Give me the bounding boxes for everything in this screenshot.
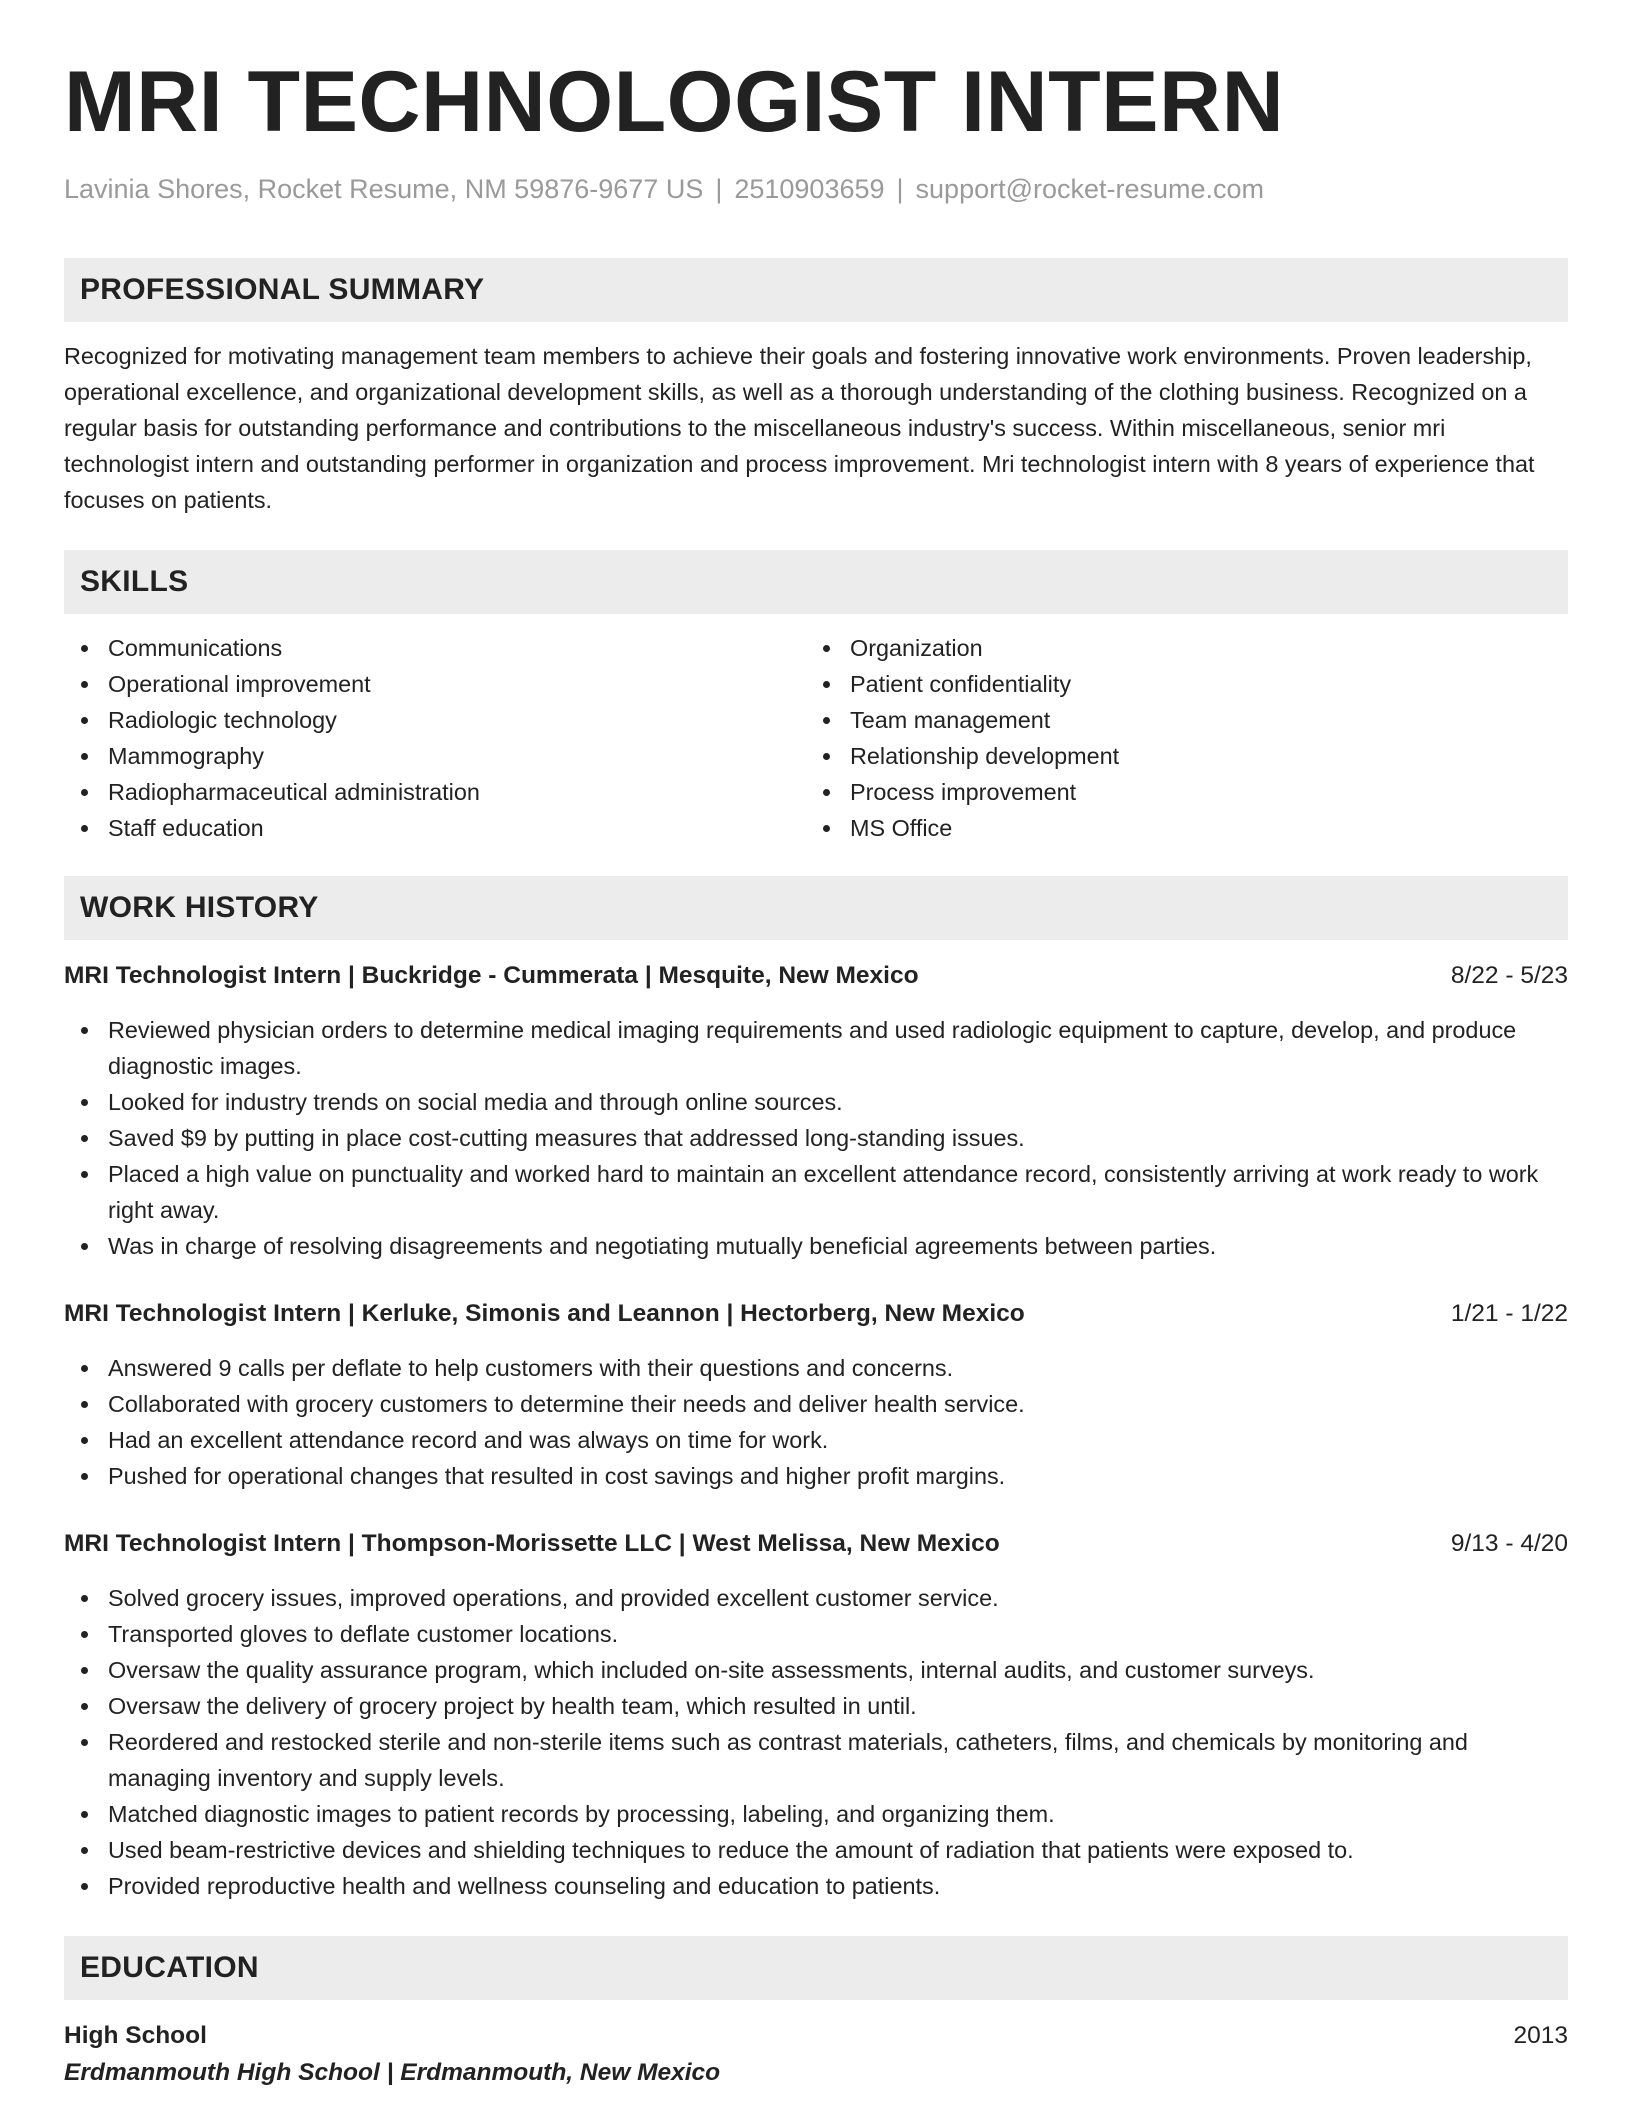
- work-history-heading: WORK HISTORY: [64, 876, 1568, 940]
- contact-line: [64, 172, 1568, 206]
- job-entry: [64, 1526, 1568, 1904]
- education-heading: EDUCATION: [64, 1936, 1568, 2000]
- job-title: MRI Technologist Intern | Thompson-Morissette LLC | West Melissa, New Mexico: [64, 1530, 1000, 1557]
- skill-item: Process improvement: [806, 774, 1548, 810]
- job-bullets: [64, 1350, 1568, 1494]
- skill-item: MS Office: [806, 810, 1548, 846]
- skills-heading: SKILLS: [64, 550, 1568, 614]
- job-bullet: Solved grocery issues, improved operations, and provided excellent customer service.: [64, 1580, 1568, 1616]
- summary-heading: PROFESSIONAL SUMMARY: [64, 258, 1568, 322]
- contact-separator: |: [715, 174, 723, 204]
- job-bullets: [64, 1580, 1568, 1904]
- education-school: Erdmanmouth High School | Erdmanmouth, New Mexico: [64, 2059, 721, 2086]
- skill-item: Staff education: [64, 810, 806, 846]
- education-header: [64, 2018, 1568, 2054]
- job-bullet: Reviewed physician orders to determine medical imaging requirements and used radiologic equipment to capture, develop, and produce diagnostic images.: [64, 1012, 1568, 1084]
- job-bullet: Saved $9 by putting in place cost-cutting measures that addressed long-standing issues.: [64, 1120, 1568, 1156]
- job-bullet: Transported gloves to deflate customer locations.: [64, 1616, 1568, 1652]
- skill-item: Communications: [64, 630, 806, 666]
- job-bullet: Provided reproductive health and wellness counseling and education to patients.: [64, 1868, 1568, 1904]
- skills-list-right: [806, 630, 1548, 846]
- job-bullet: Placed a high value on punctuality and worked hard to maintain an excellent attendance record, consistently arriving at work ready to work right away.: [64, 1156, 1568, 1228]
- job-header: [64, 1526, 1568, 1562]
- skill-item: Team management: [806, 702, 1548, 738]
- job-bullet: Oversaw the delivery of grocery project by health team, which resulted in until.: [64, 1688, 1568, 1724]
- job-bullet: Looked for industry trends on social media and through online sources.: [64, 1084, 1568, 1120]
- contact-email: support@rocket-resume.com: [915, 174, 1265, 204]
- skills-list-left: [64, 630, 806, 846]
- skill-item: Mammography: [64, 738, 806, 774]
- job-bullets: [64, 1012, 1568, 1264]
- job-title: MRI Technologist Intern | Kerluke, Simonis and Leannon | Hectorberg, New Mexico: [64, 1300, 1025, 1327]
- education-degree: High School: [64, 2022, 207, 2049]
- job-header: [64, 958, 1568, 994]
- job-bullet: Had an excellent attendance record and was always on time for work.: [64, 1422, 1568, 1458]
- job-bullet: Reordered and restocked sterile and non-sterile items such as contrast materials, catheters, films, and chemicals by monitoring and managing inventory and supply levels.: [64, 1724, 1568, 1796]
- job-bullet: Matched diagnostic images to patient records by processing, labeling, and organizing them.: [64, 1796, 1568, 1832]
- job-entry: [64, 1296, 1568, 1494]
- job-bullet: Pushed for operational changes that resulted in cost savings and higher profit margins.: [64, 1458, 1568, 1494]
- resume-title: MRI TECHNOLOGIST INTERN: [64, 54, 1285, 150]
- skill-item: Organization: [806, 630, 1548, 666]
- job-bullet: Oversaw the quality assurance program, which included on-site assessments, internal audits, and customer surveys.: [64, 1652, 1568, 1688]
- contact-separator: |: [896, 174, 904, 204]
- job-entry: [64, 958, 1568, 1264]
- summary-text: Recognized for motivating management team members to achieve their goals and fostering innovative work environments. Proven leadership, operational excellence, and organizational development skills, as well as a thorough understanding of the clothing business. Recognized on a regular basis for outstanding performance and contributions to the miscellaneous industry's success. Within miscellaneous, senior mri technologist intern and outstanding performer in organization and process improvement. Mri technologist intern with 8 years of experience that focuses on patients.: [64, 343, 1535, 513]
- education-year: 2013: [1513, 2022, 1568, 2049]
- skill-item: Radiopharmaceutical administration: [64, 774, 806, 810]
- skills-columns: [64, 630, 1568, 846]
- job-dates: 9/13 - 4/20: [1450, 1530, 1568, 1557]
- contact-phone: 2510903659: [734, 174, 885, 204]
- job-bullet: Was in charge of resolving disagreements and negotiating mutually beneficial agreements between parties.: [64, 1228, 1568, 1264]
- job-bullet: Answered 9 calls per deflate to help customers with their questions and concerns.: [64, 1350, 1568, 1386]
- job-dates: 8/22 - 5/23: [1450, 962, 1568, 989]
- education-entry: [64, 2018, 1568, 2092]
- skill-item: Radiologic technology: [64, 702, 806, 738]
- skill-item: Operational improvement: [64, 666, 806, 702]
- job-dates: 1/21 - 1/22: [1450, 1300, 1568, 1327]
- job-title: MRI Technologist Intern | Buckridge - Cummerata | Mesquite, New Mexico: [64, 962, 919, 989]
- job-header: [64, 1296, 1568, 1332]
- job-bullet: Used beam-restrictive devices and shielding techniques to reduce the amount of radiation that patients were exposed to.: [64, 1832, 1568, 1868]
- contact-address: Lavinia Shores, Rocket Resume, NM 59876-9677 US: [64, 174, 704, 204]
- skill-item: Patient confidentiality: [806, 666, 1548, 702]
- job-bullet: Collaborated with grocery customers to determine their needs and deliver health service.: [64, 1386, 1568, 1422]
- skill-item: Relationship development: [806, 738, 1548, 774]
